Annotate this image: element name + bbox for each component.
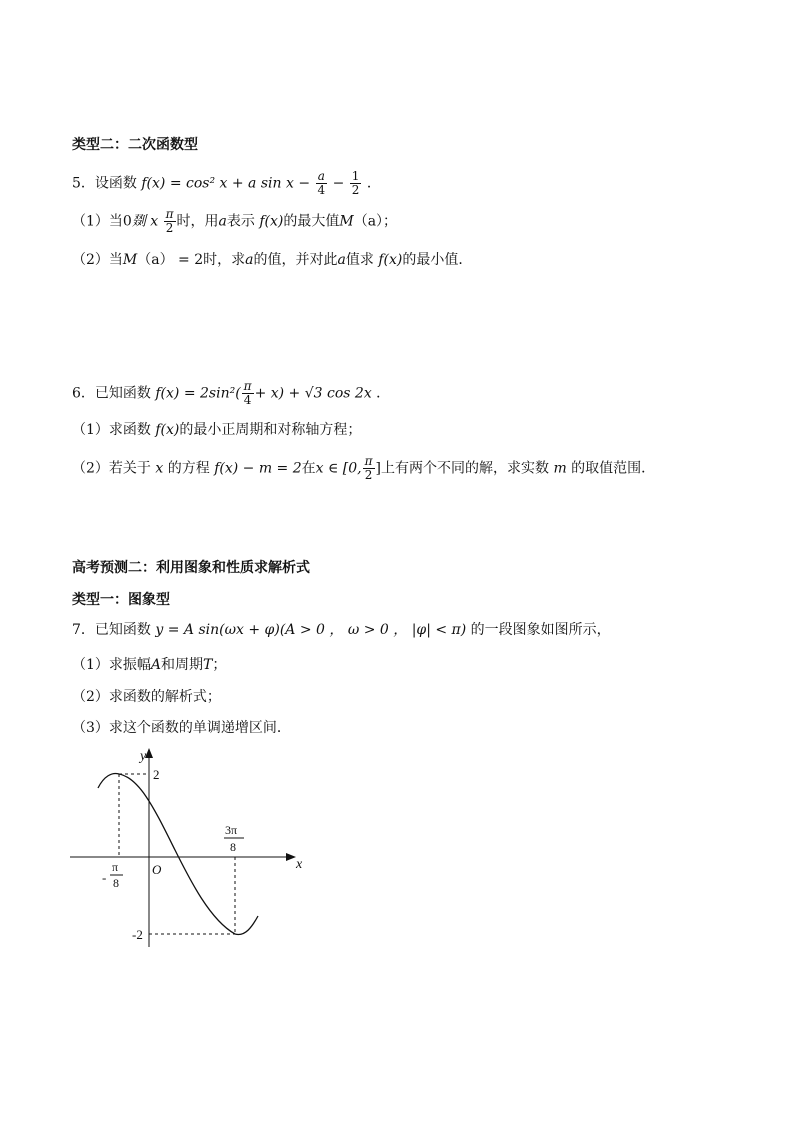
q5-stem-formula: f(x) = cos² x + a sin x −	[141, 175, 311, 192]
q6-part2-prefix: （2）若关于	[72, 460, 151, 477]
q6-part2-eq: f(x) − m = 2	[214, 460, 302, 477]
section-heading-forecast2: 高考预测二：利用图象和性质求解析式	[72, 560, 310, 576]
q6-part2-end: 的取值范围．	[571, 460, 656, 477]
var-x: x	[155, 460, 164, 477]
section-heading-type1: 类型一：图象型	[72, 592, 170, 608]
minus-sign: −	[332, 175, 345, 192]
q6-part1	[72, 420, 361, 440]
q6-stem-rest: + x) + √3 cos 2x	[254, 385, 372, 402]
x-left-den: 8	[113, 876, 119, 890]
frac-den: 4	[243, 393, 252, 407]
q5-frac-a-over-4	[316, 170, 328, 197]
q5-stem	[72, 170, 381, 197]
frac-num: 1	[351, 169, 360, 183]
q5-stem-prefix: 5．设函数	[72, 175, 137, 192]
frac-den: 2	[165, 221, 174, 235]
x-axis-label: x	[296, 857, 303, 872]
q7-stem	[72, 620, 611, 640]
var-a: a	[218, 213, 227, 230]
q5-part2-end: 的最小值．	[402, 252, 473, 268]
x-right-num: 3π	[225, 823, 238, 837]
frac-num: a	[316, 170, 328, 184]
frac-den: 2	[364, 468, 373, 482]
q7-part1	[72, 655, 226, 675]
q5-part2-prefix: （2）当	[72, 252, 123, 268]
q7-stem-rest: 的一段图象如图所示，	[470, 622, 611, 638]
x-axis-arrow	[286, 853, 296, 861]
q5-part2-mid2: 的值，并对此	[253, 252, 338, 268]
y-max-label: 2	[153, 767, 160, 782]
q5-part2-mid: （a） = 2时，求	[137, 252, 246, 268]
q6-stem	[72, 380, 390, 407]
y-axis-label: y	[140, 749, 147, 764]
x-left-sign: -	[102, 870, 107, 885]
q5-part1-prefix: （1）当0	[72, 213, 132, 230]
y-min-label: -2	[132, 927, 143, 942]
q5-part1-tail: 的最大值	[283, 213, 340, 230]
q7-part1-prefix: （1）求振幅	[72, 657, 151, 673]
q5-part2-mid3: 值求	[345, 252, 374, 268]
q6-stem-prefix: 6．已知函数	[72, 385, 151, 402]
q6-part2-mid: 的方程	[167, 460, 210, 477]
q6-part1-prefix: （1）求函数	[72, 422, 151, 438]
var-T: T	[203, 657, 213, 673]
frac-num: π	[165, 207, 174, 221]
sine-curve	[98, 774, 258, 935]
q6-part1-fx: f(x)	[155, 422, 180, 438]
q5-part2	[72, 250, 472, 270]
q5-part1-fx: f(x)	[259, 213, 284, 230]
q7-part1-end: ；	[212, 657, 227, 673]
frac-den: 4	[317, 183, 326, 197]
var-m: m	[553, 460, 567, 477]
q7-part3: （3）求这个函数的单调递增区间．	[72, 720, 291, 736]
q7-stem-formula: y = A sin(ωx + φ)(A > 0 ， ω > 0 ， |φ| < π)	[155, 622, 467, 638]
q6-part2-in: 在	[301, 460, 316, 477]
x-left-num: π	[112, 860, 119, 874]
q5-part1-suffix: 时，用	[176, 213, 219, 230]
sine-graph-figure	[60, 740, 320, 955]
var-a: a	[245, 252, 254, 268]
q5-part1-rest: 表示	[226, 213, 255, 230]
var-A: A	[150, 657, 162, 673]
q5-part1-cond: 剟 x	[131, 213, 159, 230]
q5-frac-pi-over-2	[164, 208, 176, 235]
frac-num: π	[243, 379, 252, 393]
origin-label: O	[152, 862, 162, 877]
q6-part2-range: x ∈ [0,	[315, 460, 362, 477]
section-heading-type2: 类型二：二次函数型	[72, 137, 198, 153]
x-right-den: 8	[230, 840, 236, 854]
frac-den: 2	[351, 183, 360, 197]
q7-stem-prefix: 7．已知函数	[72, 622, 151, 638]
q6-frac-pi-over-4	[242, 380, 254, 407]
period: ．	[376, 385, 391, 402]
q7-part2: （2）求函数的解析式；	[72, 689, 221, 705]
q5-frac-1-over-2	[350, 170, 362, 197]
q5-part2-fx: f(x)	[378, 252, 403, 268]
q7-part1-mid: 和周期	[161, 657, 204, 673]
q5-part1	[72, 208, 397, 235]
q6-part2	[72, 455, 655, 482]
frac-num: π	[364, 454, 373, 468]
q6-stem-f: f(x) = 2sin²(	[155, 385, 241, 402]
var-M: M	[122, 252, 138, 268]
q6-frac-pi-over-2	[363, 455, 375, 482]
period: ．	[366, 175, 381, 192]
var-M: M	[339, 213, 354, 230]
q6-part1-rest: 的最小正周期和对称轴方程；	[179, 422, 362, 438]
bracket-close: ]	[375, 460, 381, 477]
q5-part1-end: （a）；	[353, 213, 398, 230]
var-a: a	[337, 252, 346, 268]
q6-part2-rest: 上有两个不同的解，求实数	[380, 460, 549, 477]
